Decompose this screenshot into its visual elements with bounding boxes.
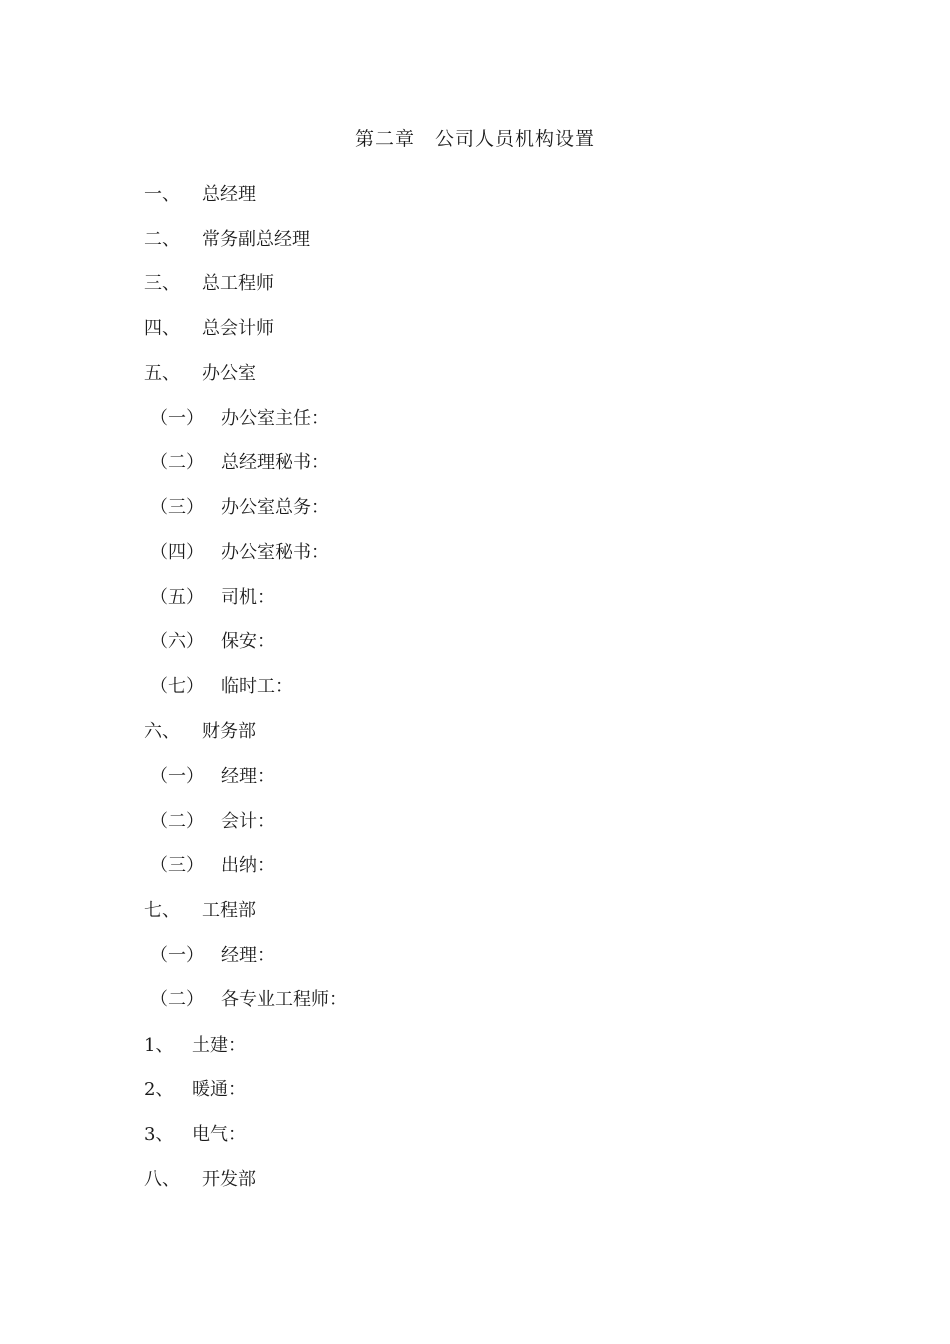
item-text: 开发部 bbox=[202, 1169, 256, 1190]
item-number: 2、 bbox=[144, 1079, 174, 1100]
item-number: 一、 bbox=[144, 184, 180, 205]
item-number: （二） bbox=[150, 989, 204, 1010]
item-text: 暖通： bbox=[192, 1079, 246, 1100]
item-text: 总工程师 bbox=[202, 273, 274, 294]
item-number: 1、 bbox=[144, 1035, 174, 1056]
item-number: （三） bbox=[150, 497, 204, 518]
item-text: 办公室 bbox=[202, 363, 256, 384]
chapter-title: 第二章 公司人员机构设置 bbox=[354, 128, 595, 150]
item-text: 会计： bbox=[221, 811, 275, 832]
item-number: 七、 bbox=[144, 900, 180, 921]
item-text: 总经理 bbox=[202, 184, 256, 205]
item-text: 总经理秘书： bbox=[221, 452, 329, 473]
item-number: 二、 bbox=[144, 229, 180, 250]
item-number: （四） bbox=[150, 542, 204, 563]
item-number: （二） bbox=[150, 452, 204, 473]
item-number: （六） bbox=[150, 631, 204, 652]
item-number: 四、 bbox=[144, 318, 180, 339]
item-text: 总会计师 bbox=[202, 318, 274, 339]
item-text: 常务副总经理 bbox=[202, 229, 310, 250]
item-text: 电气： bbox=[192, 1124, 246, 1145]
item-text: 出纳： bbox=[221, 855, 275, 876]
item-text: 办公室总务： bbox=[221, 497, 329, 518]
item-text: 经理： bbox=[221, 766, 275, 787]
item-text: 各专业工程师： bbox=[221, 989, 347, 1010]
item-text: 办公室主任： bbox=[221, 408, 329, 429]
item-number: （三） bbox=[150, 855, 204, 876]
item-number: （二） bbox=[150, 811, 204, 832]
item-text: 办公室秘书： bbox=[221, 542, 329, 563]
item-text: 财务部 bbox=[202, 721, 256, 742]
item-text: 经理： bbox=[221, 945, 275, 966]
item-number: 3、 bbox=[144, 1124, 174, 1145]
item-text: 工程部 bbox=[202, 900, 256, 921]
item-number: （一） bbox=[150, 766, 204, 787]
item-text: 司机： bbox=[221, 587, 275, 608]
item-number: （一） bbox=[150, 408, 204, 429]
item-number: （一） bbox=[150, 945, 204, 966]
item-number: 八、 bbox=[144, 1169, 180, 1190]
item-text: 土建： bbox=[192, 1035, 246, 1056]
item-number: （七） bbox=[150, 676, 204, 697]
item-number: （五） bbox=[150, 587, 204, 608]
item-number: 五、 bbox=[144, 363, 180, 384]
item-number: 六、 bbox=[144, 721, 180, 742]
item-text: 保安： bbox=[221, 631, 275, 652]
item-number: 三、 bbox=[144, 273, 180, 294]
item-text: 临时工： bbox=[221, 676, 293, 697]
